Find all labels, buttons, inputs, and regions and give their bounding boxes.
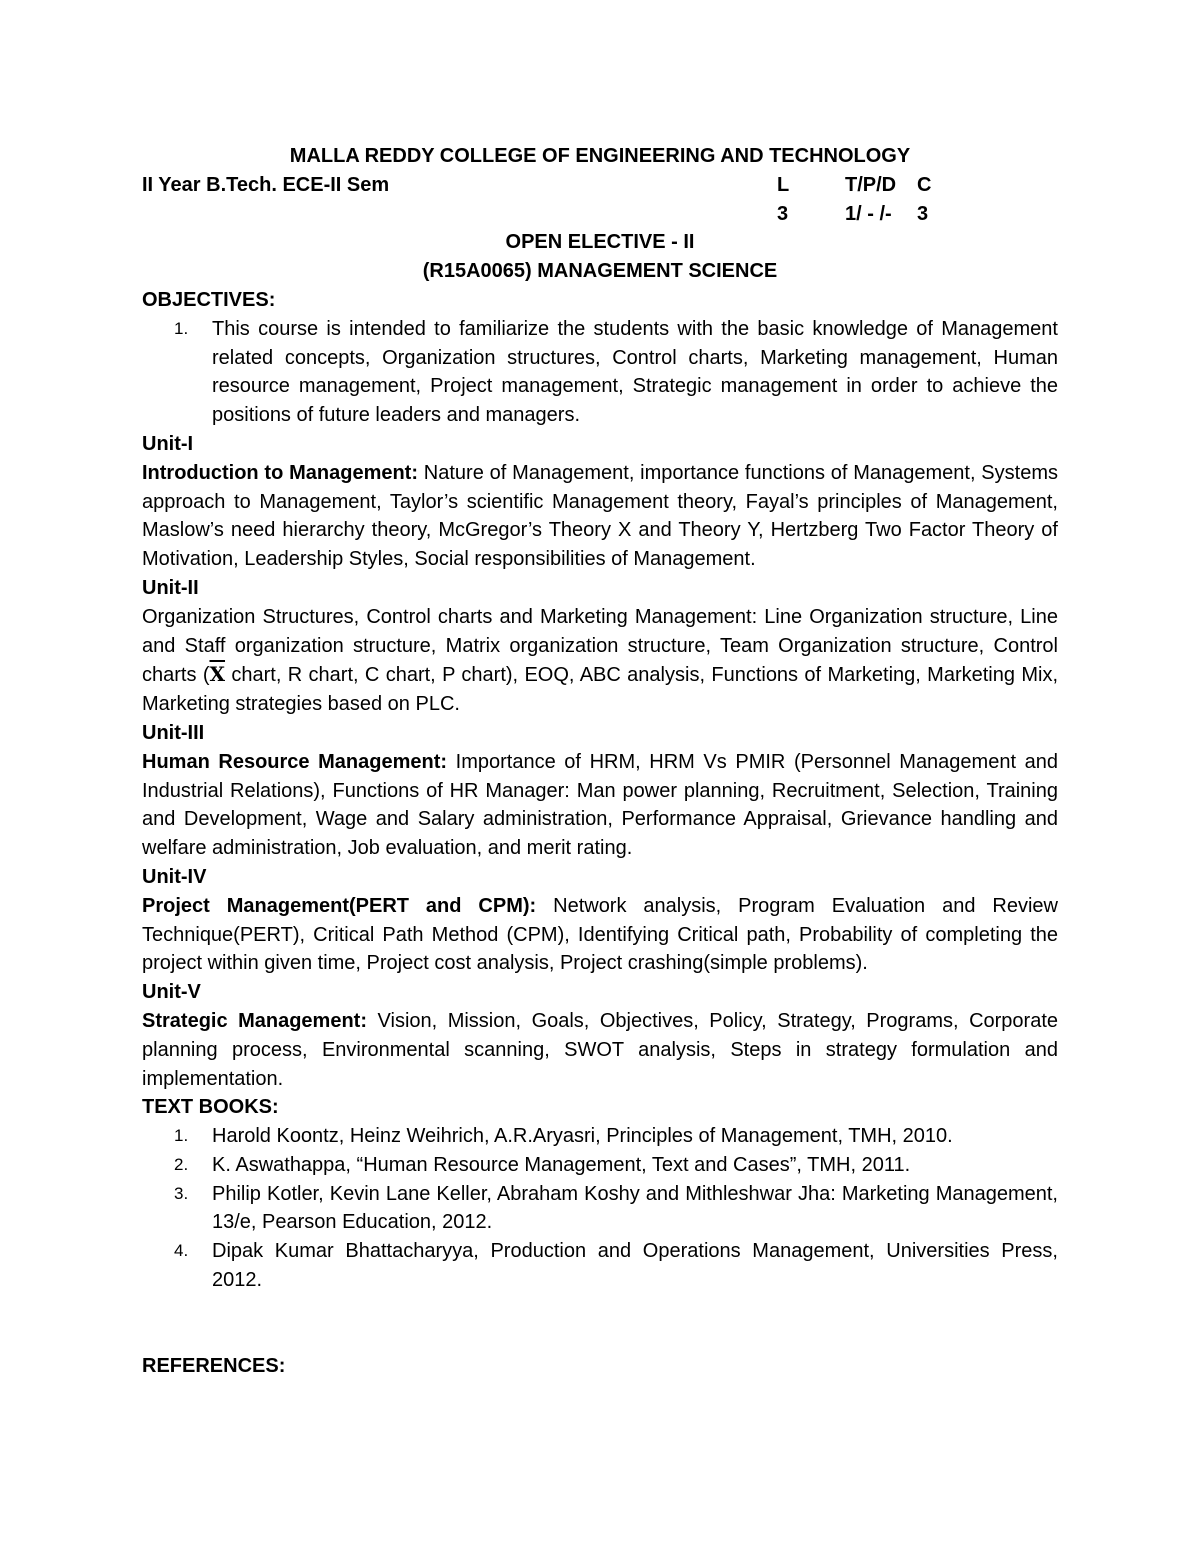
textbook-text: Harold Koontz, Heinz Weihrich, A.R.Aryasri, Principles of Management, TMH, 2010.	[212, 1125, 953, 1148]
textbook-item	[142, 1180, 1058, 1238]
course-meta-values	[142, 200, 1058, 229]
textbooks-list	[142, 1122, 1058, 1295]
x-bar-symbol: $\overline{X}$	[209, 662, 226, 687]
college-name: MALLA REDDY COLLEGE OF ENGINEERING AND TECHNOLOGY	[289, 145, 911, 167]
textbook-text: Dipak Kumar Bhattacharyya, Production and Operations Management, Universities Press, 2012.	[212, 1240, 1058, 1292]
course-title: (R15A0065) MANAGEMENT SCIENCE	[422, 260, 778, 283]
textbook-number: 2.	[174, 1154, 189, 1174]
year-sem: II Year B.Tech. ECE-II Sem	[142, 173, 390, 196]
unit-3-label: Unit-III	[142, 721, 205, 744]
textbook-number: 3.	[174, 1183, 189, 1203]
credit-value: 3	[917, 202, 929, 225]
objective-text: This course is intended to familiarize the students with the basic knowledge of Management related concepts, Organization structures, Control charts, Marketing management, Human resource management, Project management, Strategic management in order to achieve the positions of future leaders and managers.	[212, 317, 1058, 427]
spacer	[142, 1295, 1058, 1352]
textbook-number: 1.	[174, 1126, 189, 1146]
textbook-item	[142, 1122, 1058, 1151]
textbook-text: K. Aswathappa, “Human Resource Management, Text and Cases”, TMH, 2011.	[212, 1153, 911, 1176]
unit-5-content	[142, 1007, 1058, 1093]
unit-2-content	[142, 603, 1058, 719]
unit-4-title: Project Management(PERT and CPM):	[142, 894, 537, 917]
unit-1-content	[142, 459, 1058, 574]
textbook-number: 4.	[174, 1241, 189, 1261]
unit-5-title: Strategic Management:	[142, 1009, 368, 1032]
unit-5-body: Vision, Mission, Goals, Objectives, Policy, Strategy, Programs, Corporate planning process, Environmental scanning, SWOT analysis, Steps in strategy formulation and implementation.	[142, 1009, 1058, 1090]
unit-1-title: Introduction to Management:	[142, 461, 419, 484]
tpd-head: T/P/D	[845, 173, 897, 196]
lecture-head: L	[777, 173, 790, 196]
credit-head: C	[917, 173, 932, 196]
objective-number: 1.	[174, 318, 189, 338]
lecture-value: 3	[777, 202, 789, 225]
unit-2-label: Unit-II	[142, 576, 199, 599]
unit-4-content	[142, 892, 1058, 978]
objectives-list	[142, 315, 1058, 430]
textbook-item	[142, 1237, 1058, 1295]
textbook-text: Philip Kotler, Kevin Lane Keller, Abraham Koshy and Mithleshwar Jha: Marketing Management, 13/e, Pearson Education, 2012.	[212, 1182, 1058, 1234]
unit-1-label: Unit-I	[142, 432, 194, 455]
unit-5-label: Unit-V	[142, 981, 201, 1004]
objective-item	[142, 315, 1058, 430]
textbooks-heading: TEXT BOOKS:	[142, 1096, 279, 1119]
unit-3-content	[142, 748, 1058, 863]
unit-3-body: Importance of HRM, HRM Vs PMIR (Personnel Management and Industrial Relations), Functions of HR Manager: Man power planning, Recruitment, Selection, Training and Development, Wage and Salary administration, Performance Appraisal, Grievance handling and welfare administration, Job evaluation, and merit rating.	[142, 750, 1058, 860]
tpd-value: 1/ - /-	[845, 202, 892, 225]
elective-title: OPEN ELECTIVE - II	[505, 231, 695, 254]
unit-2-body-start: Organization Structures, Control charts and Marketing Management: Line Organization structure, Line and Staff organization structure, Matrix organization structure, Team Organization structure, Control charts (	[142, 605, 1058, 687]
unit-2-body-end: chart, R chart, C chart, P chart), EOQ, ABC analysis, Functions of Marketing, Marketing Mix, Marketing strategies based on PLC.	[142, 664, 1058, 716]
course-meta-row	[142, 171, 1058, 200]
objectives-heading: OBJECTIVES:	[142, 288, 276, 311]
unit-4-label: Unit-IV	[142, 865, 207, 888]
unit-1-body: Nature of Management, importance functions of Management, Systems approach to Management, Taylor’s scientific Management theory, Fayal’s principles of Management, Maslow’s need hierarchy theory, McGregor’s Theory X and Theory Y, Hertzberg Two Factor Theory of Motivation, Leadership Styles, Social responsibilities of Management.	[142, 461, 1058, 571]
page-content	[142, 142, 1058, 1381]
unit-3-title: Human Resource Management:	[142, 750, 448, 773]
references-heading: REFERENCES:	[142, 1354, 286, 1377]
textbook-item	[142, 1151, 1058, 1180]
unit-4-body: Network analysis, Program Evaluation and Review Technique(PERT), Critical Path Method (CPM), Identifying Critical path, Probability of completing the project within given time, Project cost analysis, Project crashing(simple problems).	[142, 894, 1058, 975]
